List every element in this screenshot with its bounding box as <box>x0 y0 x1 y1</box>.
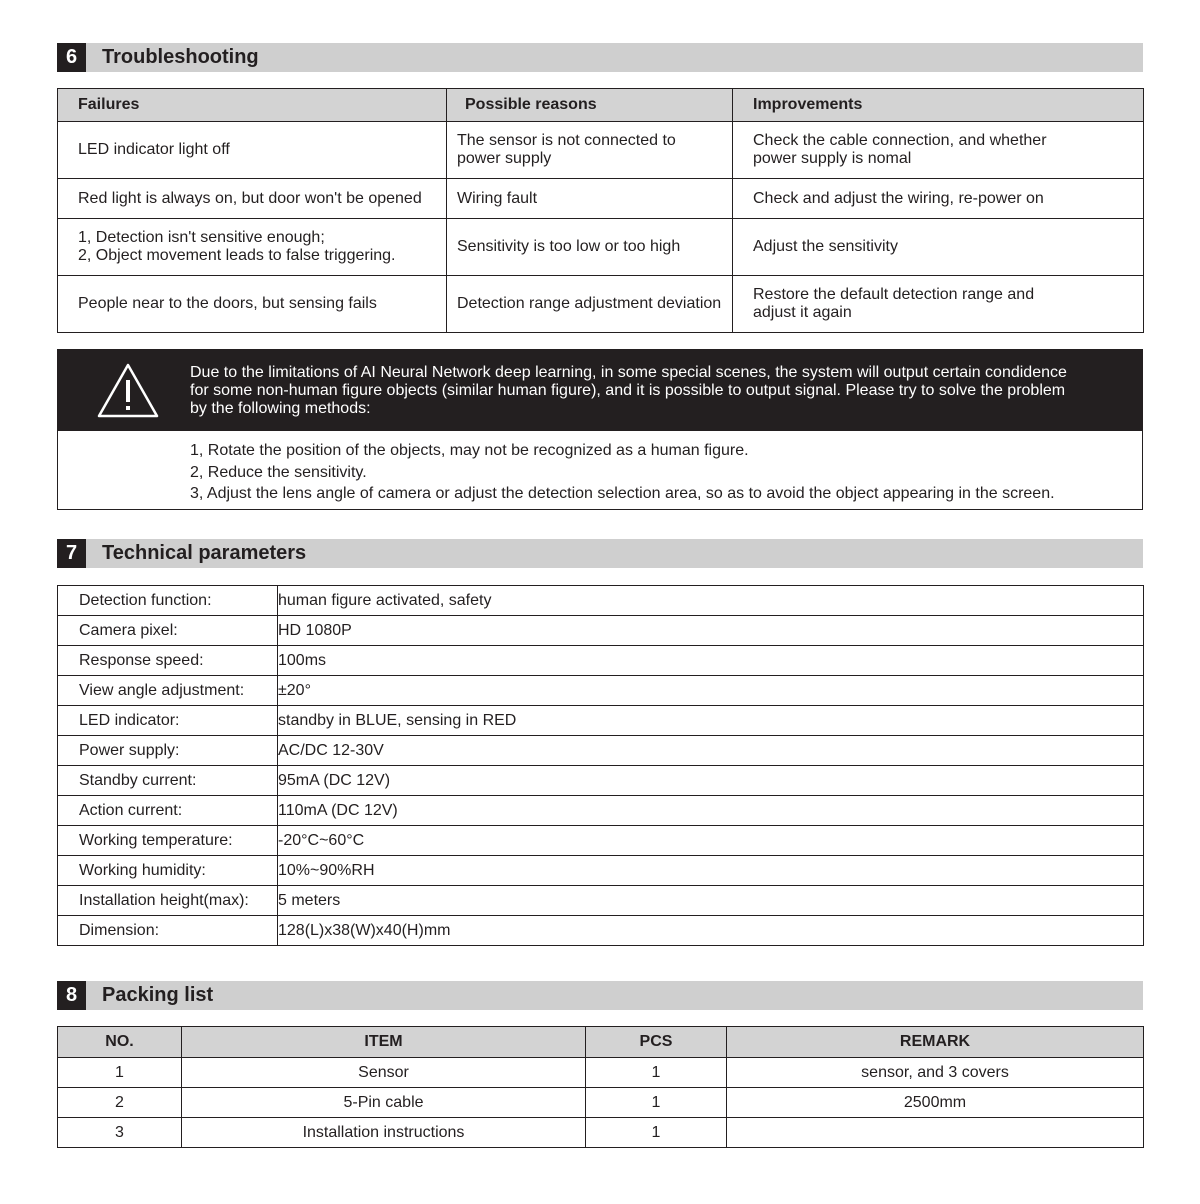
parameter-value: 128(L)x38(W)x40(H)mm <box>278 916 1144 946</box>
section-title: Technical parameters <box>102 542 307 564</box>
table-row <box>58 586 1144 616</box>
table-header-row <box>58 1027 1144 1058</box>
parameter-value: AC/DC 12-30V <box>278 736 1144 766</box>
header-pcs: PCS <box>586 1027 727 1058</box>
table-row <box>58 766 1144 796</box>
table-row <box>58 122 1144 179</box>
parameter-label: LED indicator: <box>58 706 278 736</box>
parameter-value: 100ms <box>278 646 1144 676</box>
section-number: 6 <box>57 43 86 72</box>
section-title: Troubleshooting <box>102 46 259 68</box>
cell-line: Sensitivity is too low or too high <box>457 238 681 255</box>
table-row <box>58 616 1144 646</box>
table-header-row <box>58 89 1144 122</box>
technical-section-header <box>57 539 1143 568</box>
packing-no-cell: 1 <box>58 1058 182 1088</box>
table-row <box>58 736 1144 766</box>
header-possible-reasons: Possible reasons <box>447 89 733 122</box>
method-item: 2, Reduce the sensitivity. <box>190 463 367 481</box>
improvement-cell <box>733 276 1144 333</box>
warning-line: by the following methods: <box>190 400 371 417</box>
warning-methods-list <box>190 440 1055 505</box>
warning-line: Due to the limitations of AI Neural Network deep learning, in some special scenes, the system will output certain condidence <box>190 364 1067 381</box>
table-row <box>58 676 1144 706</box>
parameter-label: Camera pixel: <box>58 616 278 646</box>
header-remark: REMARK <box>727 1027 1144 1058</box>
section-number: 8 <box>57 981 86 1010</box>
table-row <box>58 796 1144 826</box>
cell-line: 1, Detection isn't sensitive enough; <box>78 229 325 246</box>
table-row <box>58 886 1144 916</box>
header-failures: Failures <box>58 89 447 122</box>
table-row <box>58 276 1144 333</box>
table-row <box>58 706 1144 736</box>
cell-line: LED indicator light off <box>78 141 230 158</box>
parameter-label: Working humidity: <box>58 856 278 886</box>
packing-item-cell: Installation instructions <box>182 1118 586 1148</box>
parameter-label: Response speed: <box>58 646 278 676</box>
section-title: Packing list <box>102 984 214 1006</box>
table-row <box>58 856 1144 886</box>
reason-cell <box>447 179 733 219</box>
header-improvements: Improvements <box>733 89 1144 122</box>
cell-line: 2, Object movement leads to false triggering. <box>78 247 396 264</box>
warning-triangle-icon <box>96 362 160 420</box>
improvement-cell <box>733 179 1144 219</box>
cell-line: Check the cable connection, and whether <box>753 132 1047 149</box>
failure-cell <box>58 276 447 333</box>
method-item: 3, Adjust the lens angle of camera or adjust the detection selection area, so as to avoid the object appearing in the screen. <box>190 485 1055 502</box>
warning-banner <box>58 350 1142 431</box>
cell-line: Red light is always on, but door won't be opened <box>78 189 422 207</box>
packing-item-cell: Sensor <box>182 1058 586 1088</box>
packing-pcs-cell: 1 <box>586 1088 727 1118</box>
parameter-value: -20°C~60°C <box>278 826 1144 856</box>
cell-line: Detection range adjustment deviation <box>457 295 722 312</box>
warning-text <box>190 364 1090 418</box>
reason-cell <box>447 122 733 179</box>
technical-parameters-table <box>57 585 1144 946</box>
warning-box <box>57 349 1143 510</box>
cell-line: Adjust the sensitivity <box>753 238 898 255</box>
parameter-label: Standby current: <box>58 766 278 796</box>
parameter-value: 5 meters <box>278 886 1144 916</box>
reason-cell <box>447 276 733 333</box>
packing-item-cell: 5-Pin cable <box>182 1088 586 1118</box>
cell-line: adjust it again <box>753 304 852 321</box>
parameter-value: human figure activated, safety <box>278 586 1144 616</box>
table-row <box>58 1088 1144 1118</box>
packing-remark-cell: 2500mm <box>727 1088 1144 1118</box>
packing-no-cell: 3 <box>58 1118 182 1148</box>
parameter-value: standby in BLUE, sensing in RED <box>278 706 1144 736</box>
parameter-label: Detection function: <box>58 586 278 616</box>
cell-line: Wiring fault <box>457 189 538 207</box>
parameter-label: Action current: <box>58 796 278 826</box>
failure-cell <box>58 122 447 179</box>
cell-line: Restore the default detection range and <box>753 286 1035 303</box>
table-row <box>58 826 1144 856</box>
cell-line: power supply <box>457 150 552 167</box>
section-number: 7 <box>57 539 86 568</box>
packing-section-header <box>57 981 1143 1010</box>
improvement-cell <box>733 122 1144 179</box>
parameter-value: 110mA (DC 12V) <box>278 796 1144 826</box>
method-item: 1, Rotate the position of the objects, may not be recognized as a human figure. <box>190 442 749 459</box>
table-row <box>58 219 1144 276</box>
table-row <box>58 1058 1144 1088</box>
parameter-value: 95mA (DC 12V) <box>278 766 1144 796</box>
table-row <box>58 179 1144 219</box>
packing-no-cell: 2 <box>58 1088 182 1118</box>
parameter-label: Working temperature: <box>58 826 278 856</box>
table-row <box>58 646 1144 676</box>
packing-pcs-cell: 1 <box>586 1058 727 1088</box>
parameter-value: HD 1080P <box>278 616 1144 646</box>
packing-remark-cell <box>727 1118 1144 1148</box>
parameter-label: Dimension: <box>58 916 278 946</box>
parameter-label: Power supply: <box>58 736 278 766</box>
packing-remark-cell: sensor, and 3 covers <box>727 1058 1144 1088</box>
improvement-cell <box>733 219 1144 276</box>
packing-pcs-cell: 1 <box>586 1118 727 1148</box>
failure-cell <box>58 179 447 219</box>
troubleshooting-table <box>57 88 1144 333</box>
parameter-label: Installation height(max): <box>58 886 278 916</box>
cell-line: Check and adjust the wiring, re-power on <box>753 189 1044 207</box>
table-row <box>58 916 1144 946</box>
header-no: NO. <box>58 1027 182 1058</box>
parameter-value: 10%~90%RH <box>278 856 1144 886</box>
parameter-value: ±20° <box>278 676 1144 706</box>
troubleshooting-section-header <box>57 43 1143 72</box>
warning-line: for some non-human figure objects (similar human figure), and it is possible to output signal. Please try to solve the problem <box>190 382 1066 399</box>
cell-line: The sensor is not connected to <box>457 132 676 149</box>
packing-list-table <box>57 1026 1144 1148</box>
cell-line: power supply is nomal <box>753 150 912 167</box>
cell-line: People near to the doors, but sensing fails <box>78 295 377 312</box>
table-row <box>58 1118 1144 1148</box>
reason-cell <box>447 219 733 276</box>
header-item: ITEM <box>182 1027 586 1058</box>
failure-cell <box>58 219 447 276</box>
parameter-label: View angle adjustment: <box>58 676 278 706</box>
